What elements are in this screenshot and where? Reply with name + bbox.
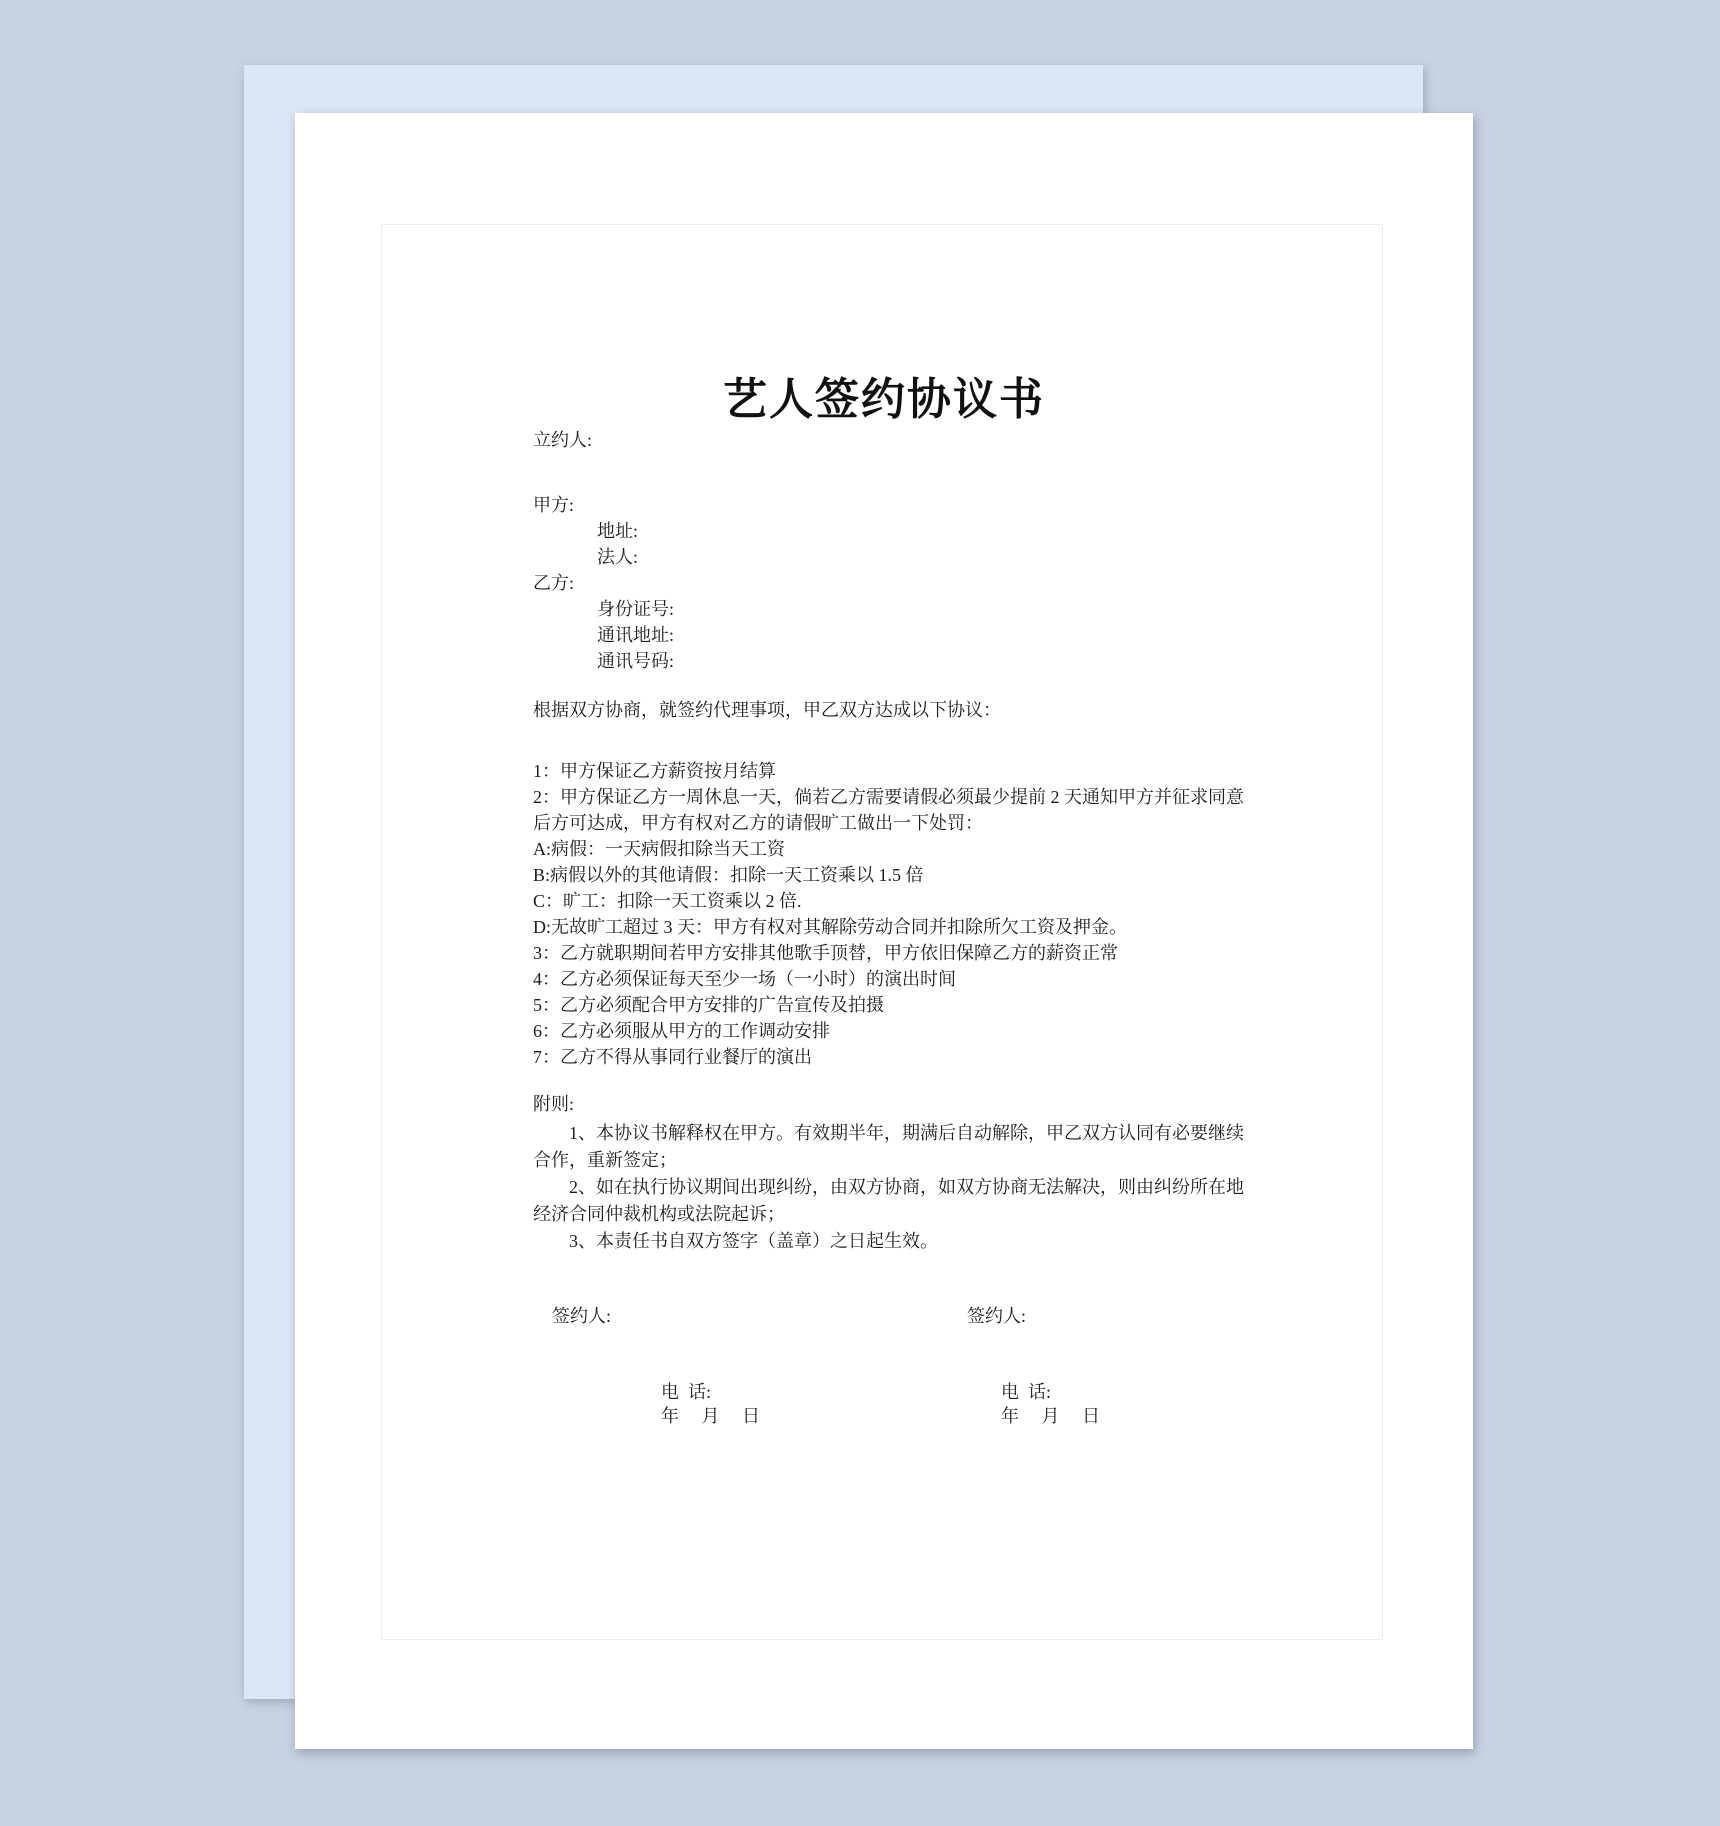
term-line: 1：甲方保证乙方薪资按月结算: [533, 761, 776, 781]
appendix-line: 1、本协议书解释权在甲方。有效期半年，期满后自动解除，甲乙双方认同有必要继续: [569, 1123, 1244, 1143]
date-label-party-b: 年 月 日: [1001, 1406, 1100, 1426]
party-a-legal-rep-label: 法人:: [597, 547, 639, 567]
signer-label-party-b: 签约人:: [967, 1306, 1027, 1326]
term-line: A:病假：一天病假扣除当天工资: [533, 839, 785, 859]
party-b-label: 乙方:: [533, 573, 575, 593]
terms-list: [533, 758, 1273, 1070]
appendix-line: 经济合同仲裁机构或法院起诉；: [533, 1204, 785, 1224]
term-line: 3：乙方就职期间若甲方安排其他歌手顶替，甲方依旧保障乙方的薪资正常: [533, 943, 1118, 963]
signer-label-party-a: 签约人:: [552, 1306, 612, 1326]
opening-party-label: 立约人:: [533, 430, 593, 450]
party-a-address-label: 地址:: [597, 521, 639, 541]
term-line: C：旷工：扣除一天工资乘以 2 倍.: [533, 891, 802, 911]
phone-label-party-a: 电 话:: [661, 1382, 712, 1402]
term-line: 4：乙方必须保证每天至少一场（一小时）的演出时间: [533, 969, 956, 989]
document-title: 艺人签约协议书: [723, 374, 1045, 425]
term-line: 2：甲方保证乙方一周休息一天，倘若乙方需要请假必须最少提前 2 天通知甲方并征求同意: [533, 787, 1244, 807]
appendix-line: 3、本责任书自双方签字（盖章）之日起生效。: [569, 1231, 938, 1251]
party-b-id-number-label: 身份证号:: [597, 599, 675, 619]
appendix-line: 合作，重新签定；: [533, 1150, 677, 1170]
appendix-heading: 附则:: [533, 1094, 575, 1114]
term-line: 后方可达成，甲方有权对乙方的请假旷工做出一下处罚：: [533, 813, 983, 833]
term-line: 7：乙方不得从事同行业餐厅的演出: [533, 1047, 812, 1067]
agreement-intro: 根据双方协商，就签约代理事项，甲乙双方达成以下协议：: [533, 700, 1001, 720]
term-line: 6：乙方必须服从甲方的工作调动安排: [533, 1021, 830, 1041]
phone-label-party-b: 电 话:: [1001, 1382, 1052, 1402]
party-b-contact-address-label: 通讯地址:: [597, 625, 675, 645]
appendix-list: [533, 1120, 1273, 1255]
party-a-label: 甲方:: [533, 495, 575, 515]
term-line: 5：乙方必须配合甲方安排的广告宣传及拍摄: [533, 995, 884, 1015]
term-line: D:无故旷工超过 3 天：甲方有权对其解除劳动合同并扣除所欠工资及押金。: [533, 917, 1127, 937]
contract-page: [295, 113, 1473, 1749]
party-b-contact-number-label: 通讯号码:: [597, 651, 675, 671]
date-label-party-a: 年 月 日: [661, 1406, 760, 1426]
appendix-line: 2、如在执行协议期间出现纠纷，由双方协商，如双方协商无法解决，则由纠纷所在地: [569, 1177, 1244, 1197]
term-line: B:病假以外的其他请假：扣除一天工资乘以 1.5 倍: [533, 865, 924, 885]
